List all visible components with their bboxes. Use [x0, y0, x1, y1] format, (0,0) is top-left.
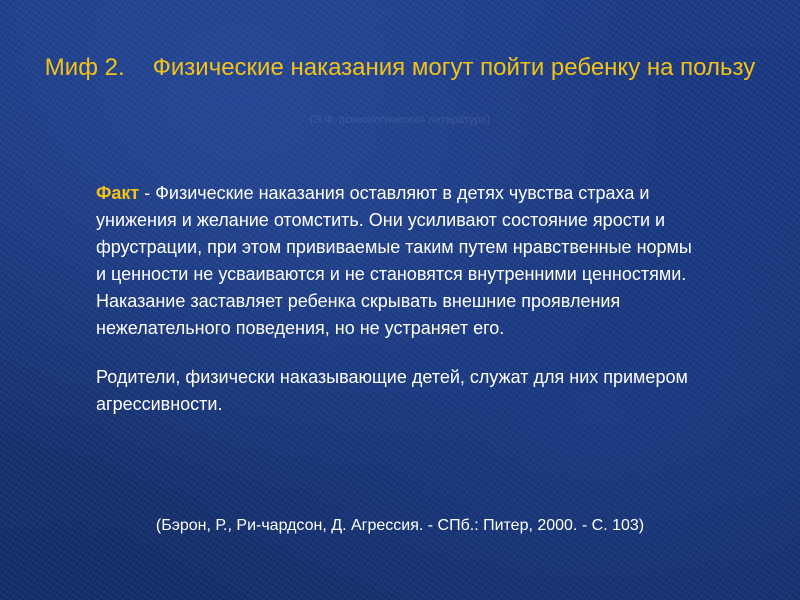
citation: (Бэрон, Р., Ри-чардсон, Д. Агрессия. - СПб.: Питер, 2000. - С. 103)	[155, 517, 645, 534]
slide-title	[40, 52, 760, 84]
fact-label: Факт	[96, 183, 140, 203]
slide-body	[96, 180, 696, 440]
second-paragraph: Родители, физически наказывающие детей, служат для них примером агрессивности.	[96, 367, 688, 414]
myth-statement: Физические наказания могут пойти ребенку на пользу	[152, 54, 756, 81]
myth-number: Миф 2.	[44, 54, 125, 81]
faint-subtitle: (Э.Ф. психологическая литература)	[309, 114, 491, 126]
fact-paragraph	[96, 180, 696, 342]
fact-text: - Физические наказания оставляют в детях чувства страха и унижения и желание отомстить. Они усиливают состояние ярости и фрустрации, при этом прививаемые таким путем нравственные нормы и ценности не усваиваются и не становятся внутренними ценностями. Наказание заставляет ребенка скрывать внешние проявления нежелательного поведения, но не устраняет его.	[96, 183, 692, 338]
